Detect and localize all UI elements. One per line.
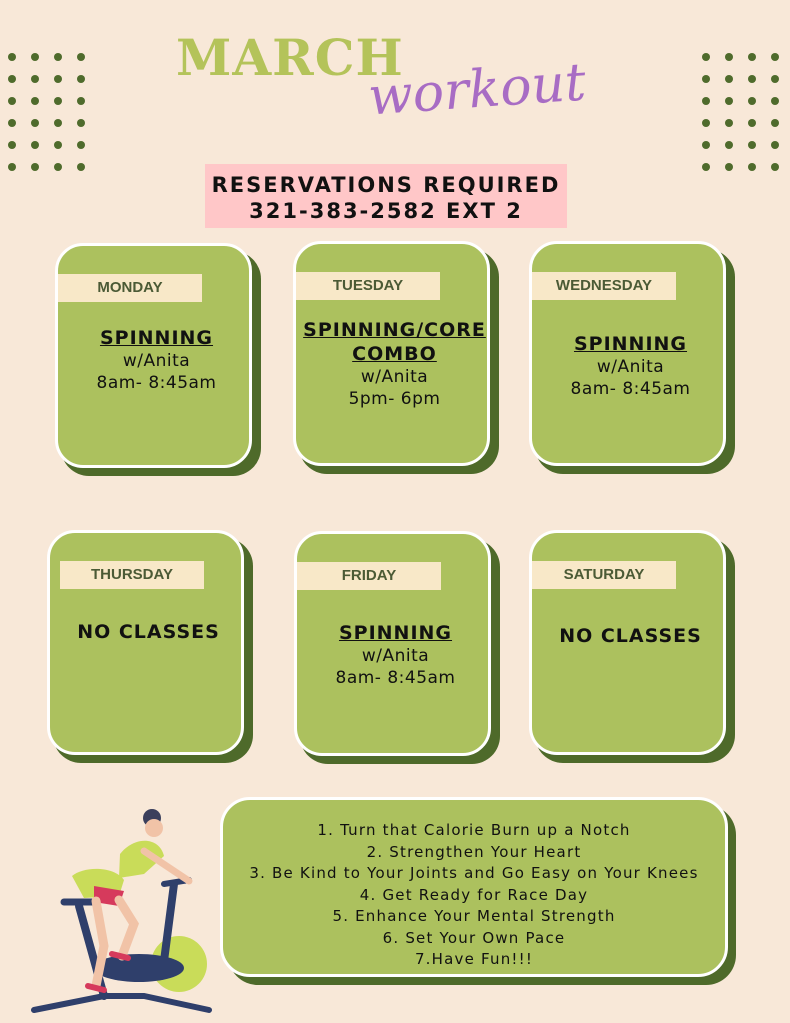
reservation-phone: 321-383-2582 EXT 2: [249, 199, 523, 223]
card-body: [293, 241, 490, 466]
class-time: 8am- 8:45am: [96, 373, 217, 393]
card-body: [55, 243, 252, 468]
class-instructor: w/Anita: [360, 367, 429, 387]
class-name: SPINNING/CORE: [303, 319, 486, 341]
benefit-item: 2. Strengthen Your Heart: [366, 842, 582, 861]
benefit-item: 7.Have Fun!!!: [414, 950, 534, 968]
day-label: FRIDAY: [297, 562, 441, 590]
class-instructor: w/Anita: [122, 351, 191, 371]
class-info: [532, 625, 729, 647]
decorative-dots-right: [702, 53, 780, 171]
class-name: SPINNING: [338, 622, 453, 644]
class-instructor: w/Anita: [361, 646, 430, 666]
day-label: THURSDAY: [60, 561, 204, 589]
class-info: [296, 318, 493, 410]
card-body: [529, 241, 726, 466]
class-info: [50, 621, 247, 643]
class-name: SPINNING: [573, 333, 688, 355]
benefit-item: 6. Set Your Own Pace: [382, 928, 566, 947]
class-time: 8am- 8:45am: [570, 379, 691, 399]
class-instructor: w/Anita: [596, 357, 665, 377]
no-classes-text: NO CLASSES: [559, 625, 702, 647]
class-info: [297, 621, 494, 689]
page-subtitle: workout: [366, 52, 588, 128]
benefit-item: 3. Be Kind to Your Joints and Go Easy on Your Knees: [249, 864, 699, 882]
decorative-dots-left: [8, 53, 86, 171]
card-body: [47, 530, 244, 755]
card-body: [294, 531, 491, 756]
benefit-item: 5. Enhance Your Mental Strength: [332, 907, 616, 925]
day-label: WEDNESDAY: [532, 272, 676, 300]
day-label: TUESDAY: [296, 272, 440, 300]
reservation-banner: [205, 164, 567, 228]
benefit-item: 1. Turn that Calorie Burn up a Notch: [317, 821, 631, 839]
page-title: MARCH: [176, 28, 404, 87]
spinning-bike-illustration: [24, 796, 224, 1021]
class-name: SPINNING: [99, 327, 214, 349]
class-time: 5pm- 6pm: [348, 389, 441, 409]
class-name-continued: COMBO: [352, 343, 437, 365]
no-classes-text: NO CLASSES: [77, 621, 220, 643]
class-info: [532, 332, 729, 400]
day-label: SATURDAY: [532, 561, 676, 589]
card-body: [529, 530, 726, 755]
benefit-item: 4. Get Ready for Race Day: [359, 885, 589, 904]
reservation-text: RESERVATIONS REQUIRED: [211, 173, 561, 197]
class-time: 8am- 8:45am: [335, 668, 456, 688]
day-label: MONDAY: [58, 274, 202, 302]
class-info: [58, 326, 255, 394]
benefits-list: [220, 797, 728, 977]
